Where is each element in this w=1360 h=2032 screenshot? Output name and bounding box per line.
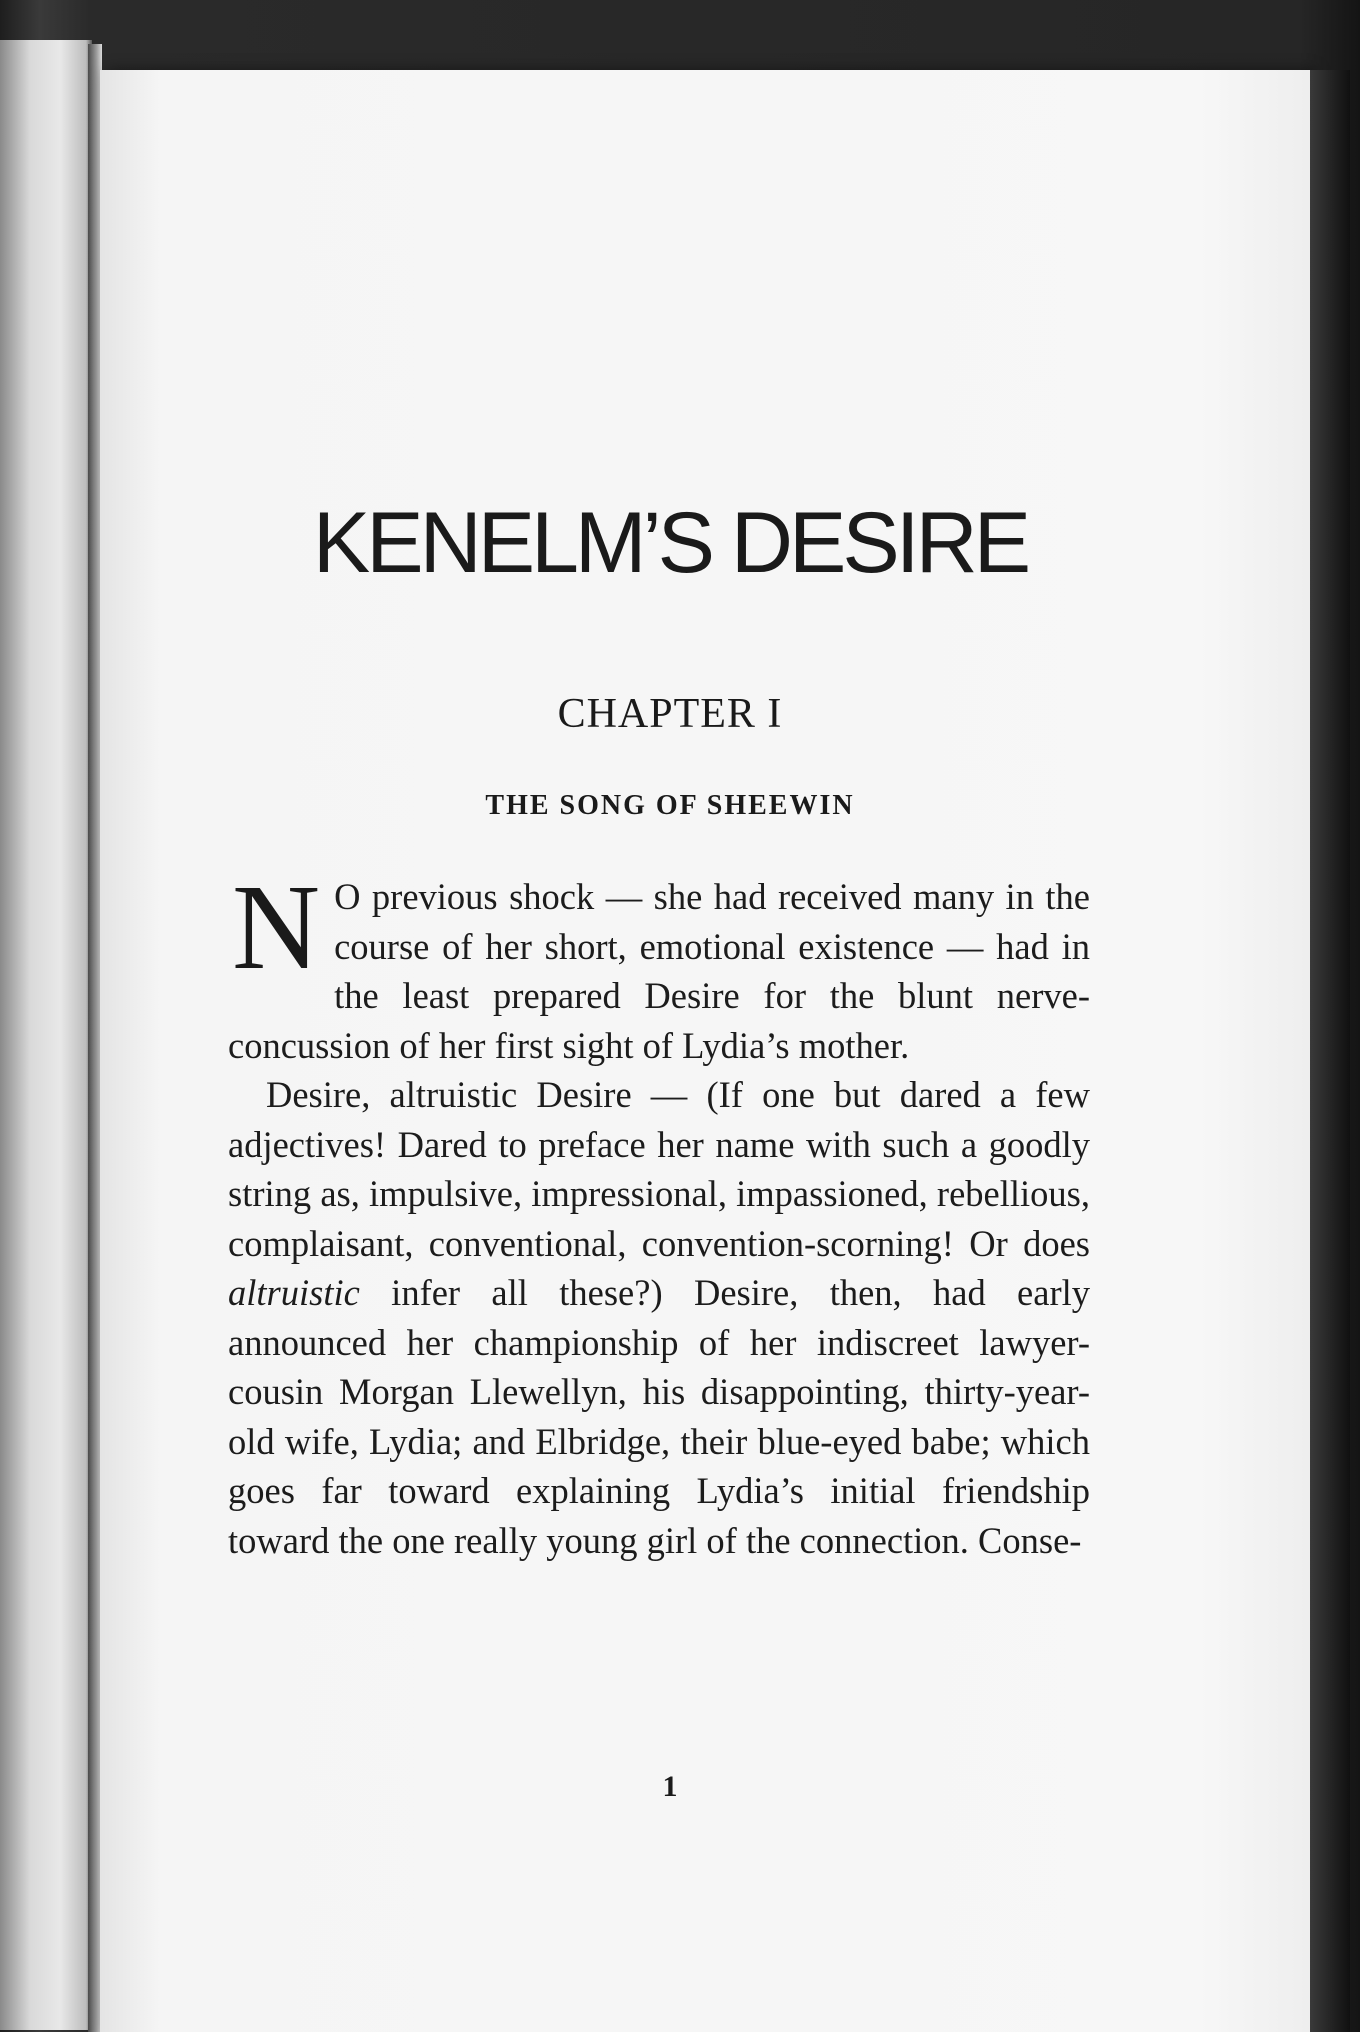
paragraph-1: [228, 860, 1090, 1070]
page-number: 1: [662, 1770, 678, 1803]
chapter-title: THE SONG OF SHEEWIN: [485, 790, 855, 821]
book-title: KENELM’S DESIRE: [312, 495, 1028, 591]
left-page-edge: [0, 40, 92, 2030]
paragraph-2: [228, 1070, 1090, 1565]
chapter-heading: CHAPTER I: [557, 691, 783, 737]
paragraph-2-emphasis: altruistic: [228, 1272, 360, 1313]
paragraph-2-text-start: Desire, altruistic Desire — (If one but dared a few adjectives! Dared to preface her name with such a goodly string as, impulsive, impressional, impassioned, rebellious, complaisant, conventional, convention-scorning! Or does: [228, 1074, 1090, 1264]
page-edge-shadow: [1310, 70, 1350, 2032]
drop-cap: N: [232, 860, 321, 995]
paragraph-2-text-end: infer all these?) Desire, then, had early announced her championship of her indiscreet lawyer-cousin Morgan Llewellyn, his disappointing, thirty-year-old wife, Lydia; and Elbridge, their blue-eyed babe; which goes far toward explaining Lydia’s initial friendship toward the one really young girl of the connection. Conse-: [228, 1272, 1090, 1561]
paragraph-1-text: O previous shock — she had received many in the course of her short, emotional existence — had in the least prepared Desire for the blunt nerve-concussion of her first sight of Lydia’s mother.: [228, 876, 1090, 1066]
body-text: [228, 860, 1090, 1565]
